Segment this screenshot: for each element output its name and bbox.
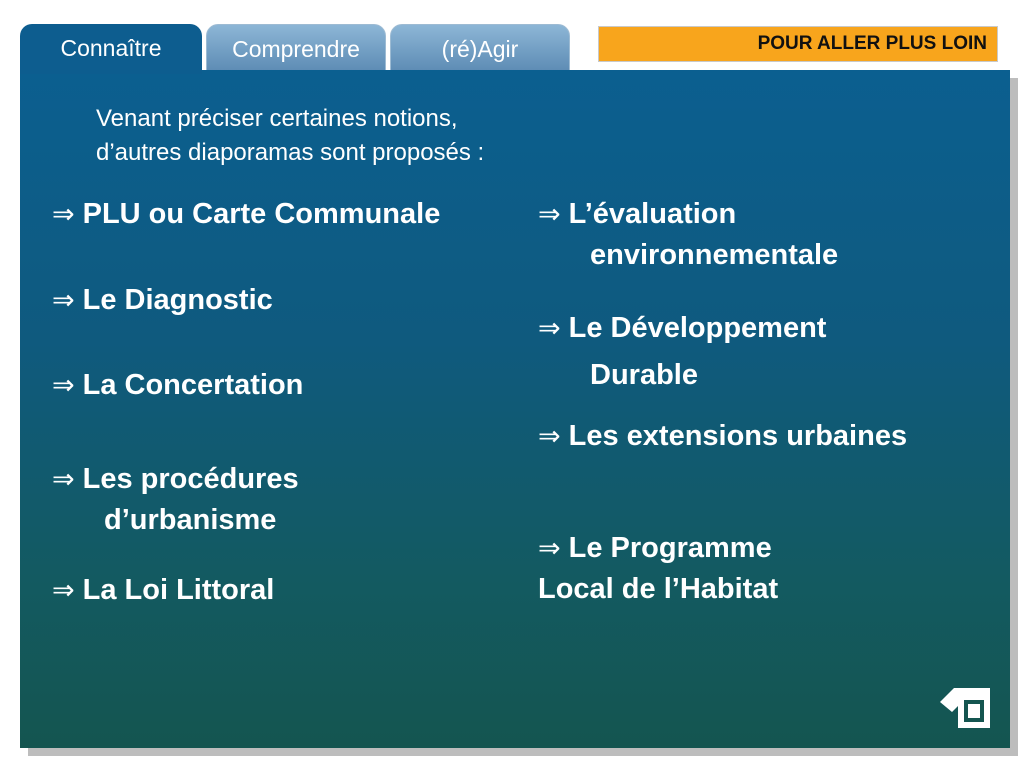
item-label-line-2: d’urbanisme [104, 504, 277, 536]
arrow-icon: ⇒ [538, 313, 561, 344]
link-la-concertation[interactable] [52, 365, 303, 406]
arrow-icon: ⇒ [538, 533, 561, 564]
tab-label: Connaître [60, 35, 162, 61]
item-label: Le Diagnostic [82, 284, 273, 316]
arrow-icon: ⇒ [52, 575, 75, 606]
tab-label: Comprendre [232, 36, 360, 62]
arrow-icon: ⇒ [52, 370, 75, 401]
arrow-icon: ⇒ [538, 199, 561, 230]
item-label: PLU ou Carte Communale [82, 198, 441, 230]
intro-text [96, 102, 484, 170]
more-link-label: POUR ALLER PLUS LOIN [757, 33, 987, 54]
link-les-procedures-urbanisme[interactable] [52, 459, 299, 540]
item-label: Les procédures [82, 463, 299, 495]
item-label: Le Programme [568, 532, 772, 564]
link-extensions-urbaines[interactable] [538, 416, 907, 457]
item-label: Les extensions urbaines [568, 420, 908, 452]
item-label: La Concertation [82, 369, 304, 401]
arrow-icon: ⇒ [52, 285, 75, 316]
tab-connaitre[interactable] [20, 24, 202, 74]
item-label-line-2: Durable [590, 359, 698, 391]
intro-line-2: d’autres diaporamas sont proposés : [96, 139, 485, 166]
home-icon[interactable] [938, 682, 994, 730]
link-plu-carte-communale[interactable] [52, 194, 440, 235]
item-label: Le Développement [568, 312, 827, 344]
item-label: L’évaluation [568, 198, 737, 230]
link-le-diagnostic[interactable] [52, 280, 273, 321]
arrow-icon: ⇒ [52, 464, 75, 495]
tab-comprendre[interactable] [206, 24, 386, 74]
intro-line-1: Venant préciser certaines notions, [96, 105, 458, 132]
pour-aller-plus-loin-button[interactable] [598, 26, 998, 62]
tab-label: (ré)Agir [441, 36, 519, 62]
arrow-icon: ⇒ [52, 199, 75, 230]
item-label: La Loi Littoral [82, 574, 275, 606]
link-programme-local-habitat[interactable] [538, 528, 778, 609]
item-label-line-2: environnementale [590, 239, 839, 271]
arrow-icon: ⇒ [538, 421, 561, 452]
link-la-loi-littoral[interactable] [52, 570, 274, 611]
content-panel [20, 70, 1010, 748]
link-developpement-durable[interactable] [538, 305, 826, 398]
item-label-line-2: Local de l’Habitat [538, 573, 779, 605]
tab-reagir[interactable] [390, 24, 570, 74]
link-evaluation-environnementale[interactable] [538, 194, 838, 275]
